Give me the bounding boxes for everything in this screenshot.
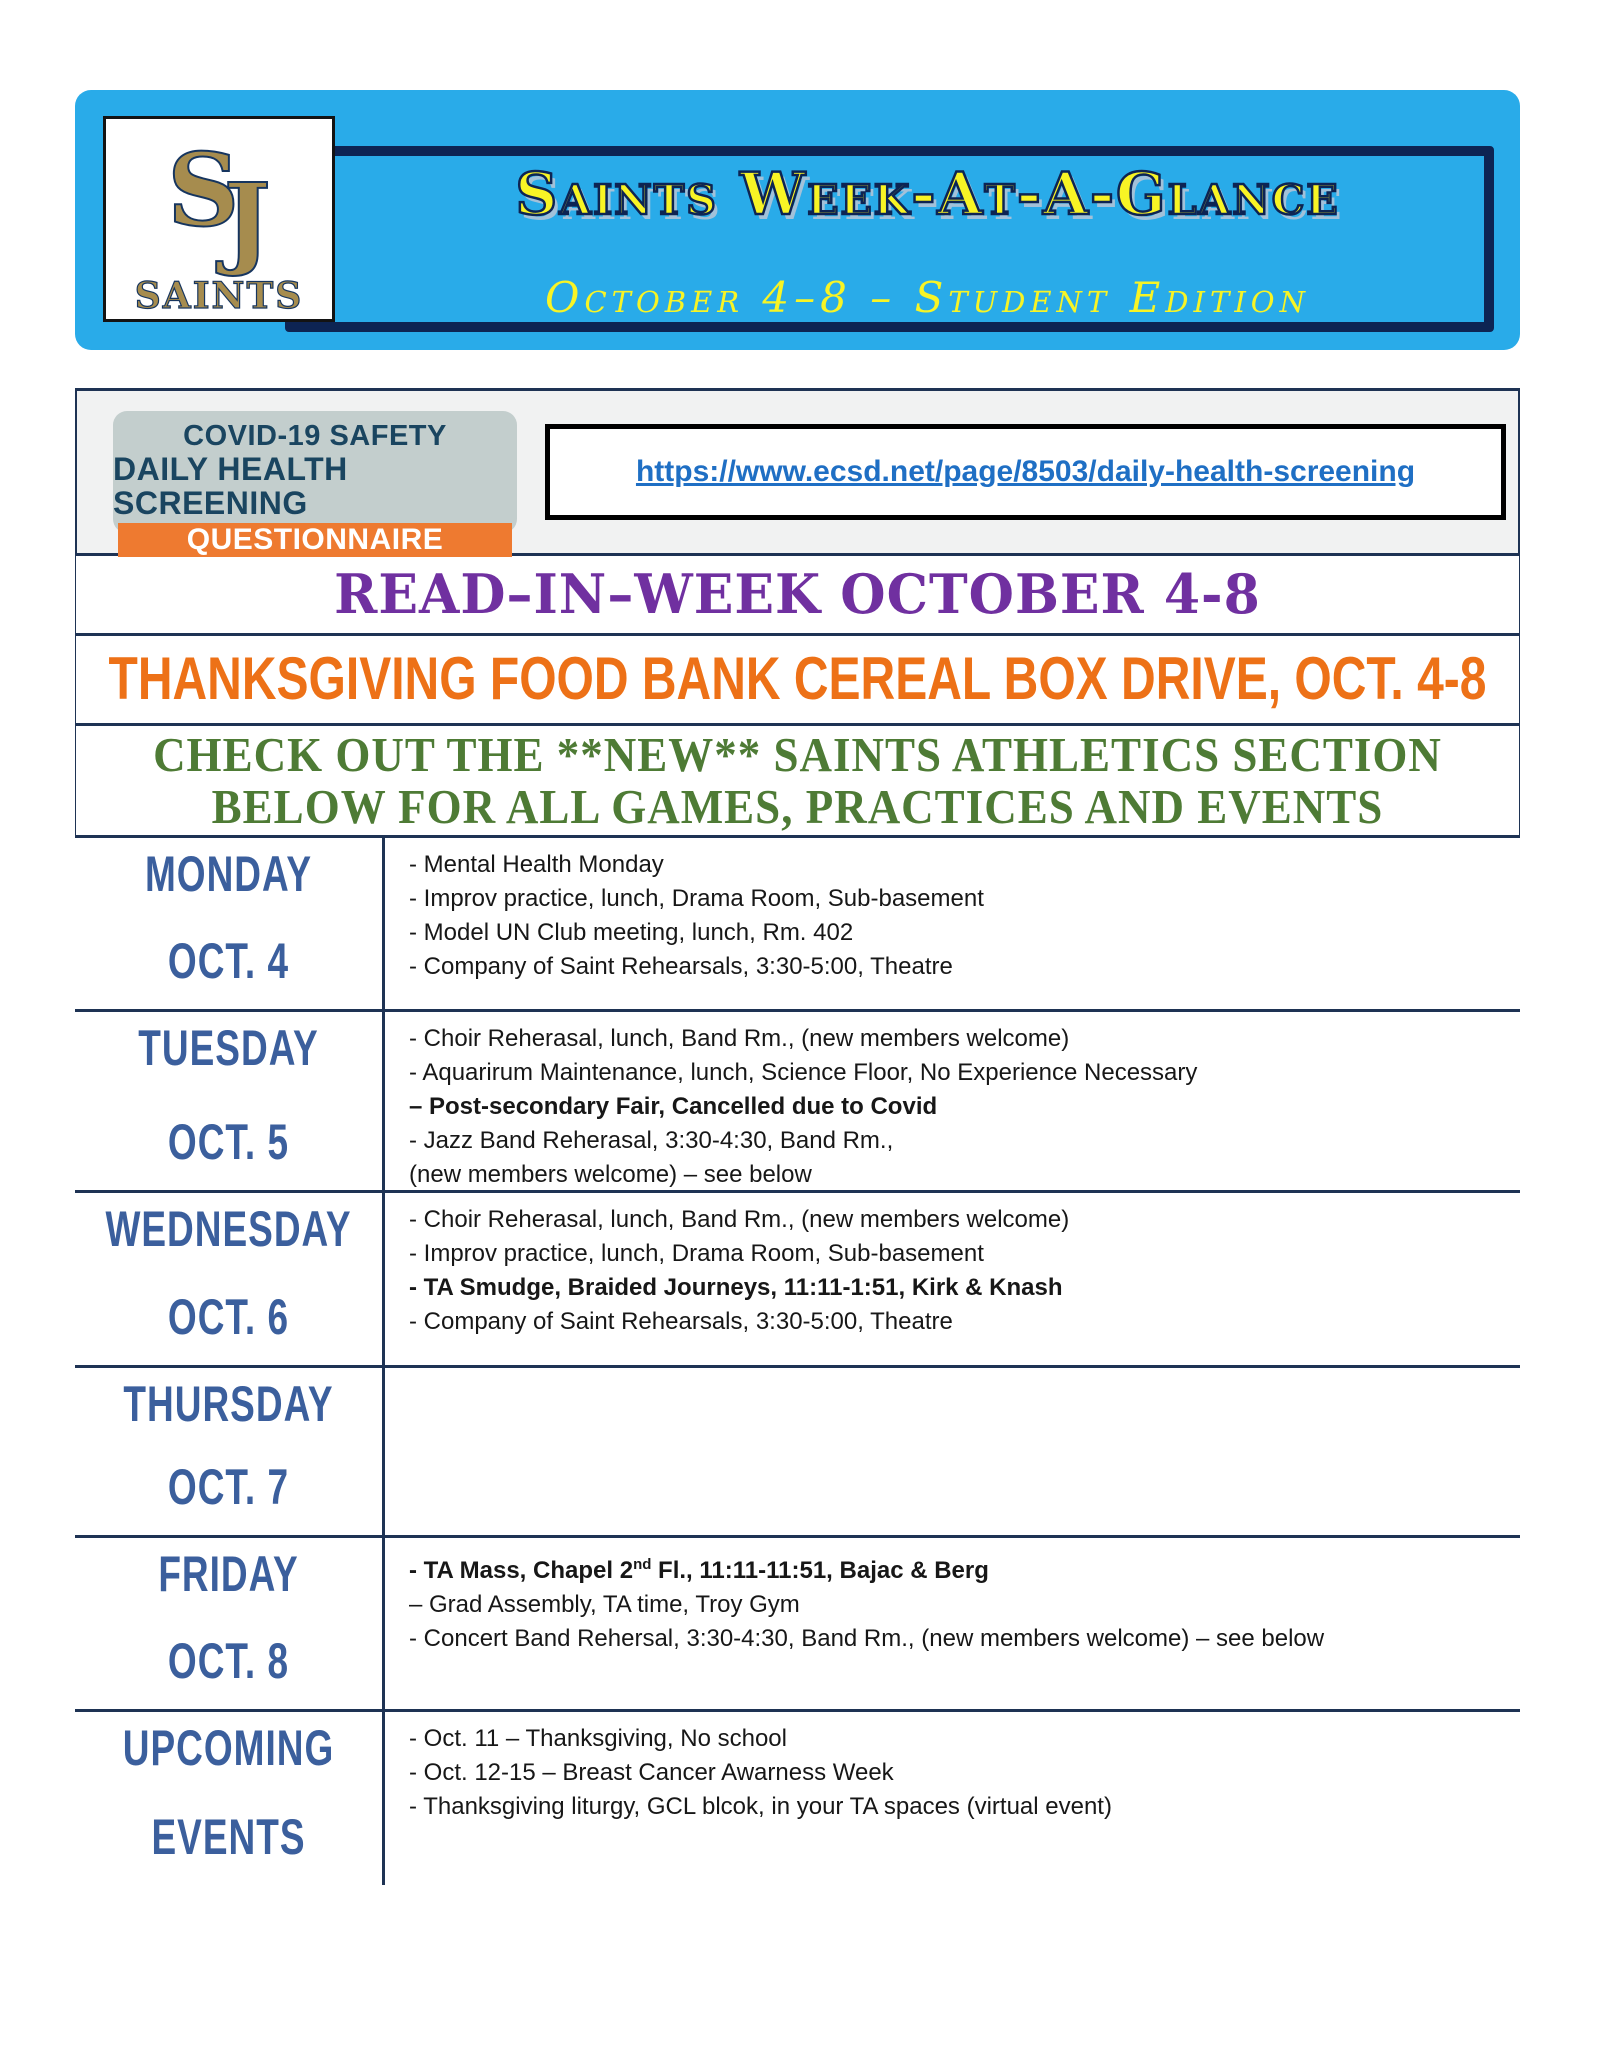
- event-line: - TA Smudge, Braided Journeys, 11:11-1:51, Kirk & Knash: [409, 1274, 1063, 1301]
- event-line: - Improv practice, lunch, Drama Room, Sub-basement: [409, 1240, 984, 1267]
- logo-letter-j: J: [223, 161, 271, 279]
- page-subtitle: October 4–8 – Student Edition: [545, 273, 1310, 322]
- events-cell-friday: [385, 1538, 1520, 1709]
- screening-link[interactable]: https://www.ecsd.net/page/8503/daily-health-screening: [635, 455, 1416, 488]
- header-banner: [75, 90, 1520, 350]
- day-label: FRIDAY: [158, 1546, 299, 1602]
- date-label: OCT. 4: [167, 933, 290, 989]
- event-line: - Jazz Band Reherasal, 3:30-4:30, Band Rm.,: [409, 1127, 894, 1154]
- event-line: - Oct. 12-15 – Breast Cancer Awarness Week: [409, 1759, 894, 1786]
- read-in-week-text: READ–IN–WEEK OCTOBER 4-8: [334, 562, 1261, 627]
- schedule-row-friday: [75, 1538, 1520, 1712]
- day-cell-thursday: [75, 1368, 385, 1535]
- event-line: - Choir Reherasal, lunch, Band Rm., (new members welcome): [409, 1206, 1070, 1233]
- screening-link-box: [545, 424, 1506, 520]
- event-line: - Oct. 11 – Thanksgiving, No school: [409, 1725, 787, 1752]
- day-cell-friday: [75, 1538, 385, 1709]
- food-drive-text: THANKSGIVING FOOD BANK CEREAL BOX DRIVE, OCT. 4-8: [108, 646, 1487, 713]
- logo-saints-label: SAINTS: [134, 275, 304, 317]
- event-line: - Mental Health Monday: [409, 851, 664, 878]
- date-label: EVENTS: [151, 1809, 306, 1865]
- event-line: - Concert Band Rehersal, 3:30-4:30, Band Rm., (new members welcome) – see below: [409, 1625, 1325, 1652]
- covid-badge: [113, 411, 517, 556]
- school-logo: [103, 116, 335, 322]
- schedule-row-upcoming-events: [75, 1712, 1520, 1885]
- event-line: – Post-secondary Fair, Cancelled due to Covid: [409, 1093, 938, 1120]
- covid-badge-line2: DAILY HEALTH SCREENING: [113, 451, 348, 521]
- content-column: [75, 0, 1520, 1885]
- schedule-row-tuesday: [75, 1012, 1520, 1193]
- event-line: (new members welcome) – see below: [409, 1161, 812, 1188]
- event-line: - Company of Saint Rehearsals, 3:30-5:00, Theatre: [409, 953, 953, 980]
- event-line: - Thanksgiving liturgy, GCL blcok, in your TA spaces (virtual event): [409, 1793, 1112, 1820]
- event-line: - Choir Reherasal, lunch, Band Rm., (new members welcome): [409, 1025, 1070, 1052]
- athletics-text-line2: BELOW FOR ALL GAMES, PRACTICES AND EVENTS: [211, 779, 1384, 834]
- day-cell-tuesday: [75, 1012, 385, 1190]
- day-label: WEDNESDAY: [105, 1201, 352, 1257]
- events-cell-tuesday: [385, 1012, 1520, 1190]
- events-cell-wednesday: [385, 1193, 1520, 1365]
- food-drive-banner: [75, 636, 1520, 726]
- athletics-banner: [75, 726, 1520, 838]
- day-label: UPCOMING: [122, 1720, 335, 1776]
- header-titles: [375, 160, 1480, 322]
- date-label: OCT. 5: [167, 1114, 290, 1170]
- events-cell-thursday: [385, 1368, 1520, 1535]
- questionnaire-strip: QUESTIONNAIRE: [118, 523, 512, 557]
- covid-screening-section: [75, 388, 1520, 556]
- covid-badge-line1: COVID-19 SAFETY: [183, 420, 447, 452]
- events-cell-upcoming: [385, 1712, 1520, 1885]
- event-line: - Improv practice, lunch, Drama Room, Sub-basement: [409, 885, 984, 912]
- date-label: OCT. 7: [167, 1459, 290, 1515]
- page-title: Saints Week-At-A-Glance: [515, 160, 1340, 228]
- day-label: TUESDAY: [138, 1020, 319, 1076]
- logo-letter-s: S: [167, 131, 240, 249]
- day-label: MONDAY: [144, 846, 313, 902]
- schedule-row-wednesday: [75, 1193, 1520, 1368]
- athletics-text-line1: CHECK OUT THE **NEW** SAINTS ATHLETICS SECTION: [153, 727, 1442, 782]
- event-line: - Company of Saint Rehearsals, 3:30-5:00, Theatre: [409, 1308, 953, 1335]
- event-line: - Aquarirum Maintenance, lunch, Science Floor, No Experience Necessary: [409, 1059, 1198, 1086]
- logo-monogram: [167, 125, 271, 279]
- schedule-row-monday: [75, 838, 1520, 1012]
- day-label: THURSDAY: [123, 1376, 334, 1432]
- event-line: - Model UN Club meeting, lunch, Rm. 402: [409, 919, 854, 946]
- date-label: OCT. 8: [167, 1633, 290, 1689]
- date-label: OCT. 6: [167, 1289, 290, 1345]
- events-cell-monday: [385, 838, 1520, 1009]
- day-cell-monday: [75, 838, 385, 1009]
- day-cell-wednesday: [75, 1193, 385, 1365]
- schedule-row-thursday: [75, 1368, 1520, 1538]
- event-line: - TA Mass, Chapel 2nd Fl., 11:11-11:51, Bajac & Berg: [409, 1556, 989, 1584]
- schedule-table: [75, 838, 1520, 1885]
- day-cell-upcoming: [75, 1712, 385, 1885]
- event-line: – Grad Assembly, TA time, Troy Gym: [409, 1591, 800, 1618]
- read-in-week-banner: [75, 556, 1520, 636]
